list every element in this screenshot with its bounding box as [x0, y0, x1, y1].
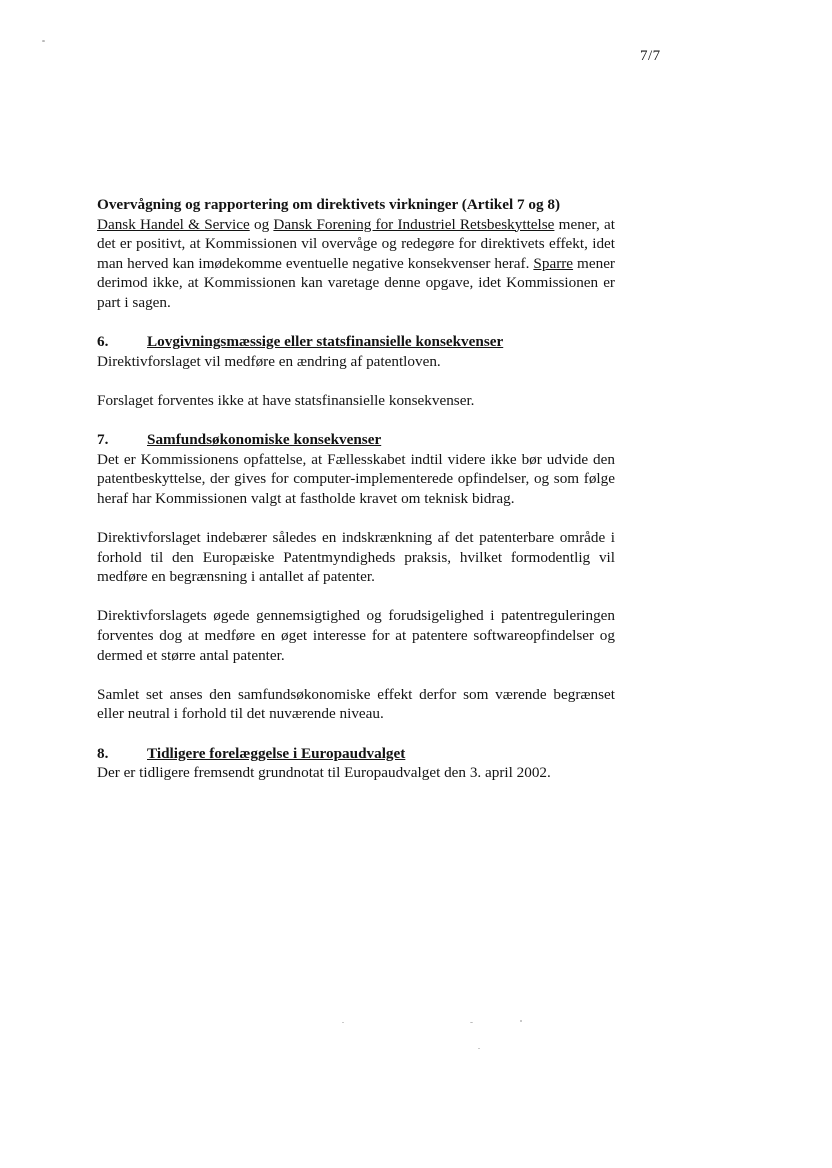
conjunction-text: og: [249, 215, 274, 233]
section-title: Tidligere forelæggelse i Europaudvalget: [147, 744, 406, 762]
scan-speck: [470, 1022, 473, 1023]
scan-speck: [342, 1022, 344, 1023]
paragraph: Direktivforslagets øgede gennemsigtighed og forudsigelighed i patentreguleringen forventes dog at medføre en øget interesse for at patentere softwareopfindelser og dermed et større antal patenter.: [97, 607, 615, 664]
paragraph: Direktivforslaget vil medføre en ændring af patentloven.: [97, 352, 441, 370]
paragraph: Det er Kommissionens opfattelse, at Fællesskabet indtil videre ikke bør udvide den patentbeskyttelse, der gives for computer-implementerede opfindelser, og som følge heraf har Kommissionen valgt at fastholde kravet om teknisk bidrag.: [97, 450, 615, 507]
page-number: 7/7: [640, 48, 661, 64]
section-heading-7: [97, 430, 615, 450]
paragraph-monitoring: [97, 215, 615, 313]
paragraph: Der er tidligere fremsendt grundnotat til Europaudvalget den 3. april 2002.: [97, 764, 551, 782]
scan-speck: [520, 1020, 522, 1022]
section-heading-8: [97, 744, 615, 764]
section-number: 7.: [97, 431, 109, 449]
paragraph: Forslaget forventes ikke at have statsfinansielle konsekvenser.: [97, 391, 475, 409]
section-title-monitoring: Overvågning og rapportering om direktivets virkninger (Artikel 7 og 8): [97, 196, 561, 213]
section-number: 6.: [97, 333, 109, 351]
document-body: [97, 195, 615, 783]
scan-speck: [478, 1048, 480, 1049]
scan-speck: [42, 40, 45, 42]
section-heading-6: [97, 332, 615, 352]
org-sparre: Sparre: [533, 254, 574, 272]
org-dansk-handel-service: Dansk Handel & Service: [97, 215, 250, 233]
section-title: Lovgivningsmæssige eller statsfinansielle konsekvenser: [147, 333, 504, 351]
paragraph: Samlet set anses den samfundsøkonomiske effekt derfor som værende begrænset eller neutral i forhold til det nuværende niveau.: [97, 685, 615, 723]
org-dansk-forening: Dansk Forening for Industriel Retsbeskyttelse: [273, 215, 555, 233]
paragraph: Direktivforslaget indebærer således en indskrænkning af det patenterbare område i forhold til den Europæiske Patentmyndigheds praksis, hvilket formodentlig vil medføre en begrænsning i antallet af patenter.: [97, 529, 615, 586]
section-number: 8.: [97, 744, 109, 762]
paragraph-text: mener, at det er positivt, at Kommissionen vil overvåge og redegøre for direktivets effekt, idet man herved kan imødekomme eventuelle negative konsekvenser heraf.: [97, 215, 615, 272]
section-title: Samfundsøkonomiske konsekvenser: [147, 431, 382, 449]
paragraph-text: mener derimod ikke, at Kommissionen kan varetage denne opgave, idet Kommissionen er part i sagen.: [97, 254, 615, 311]
